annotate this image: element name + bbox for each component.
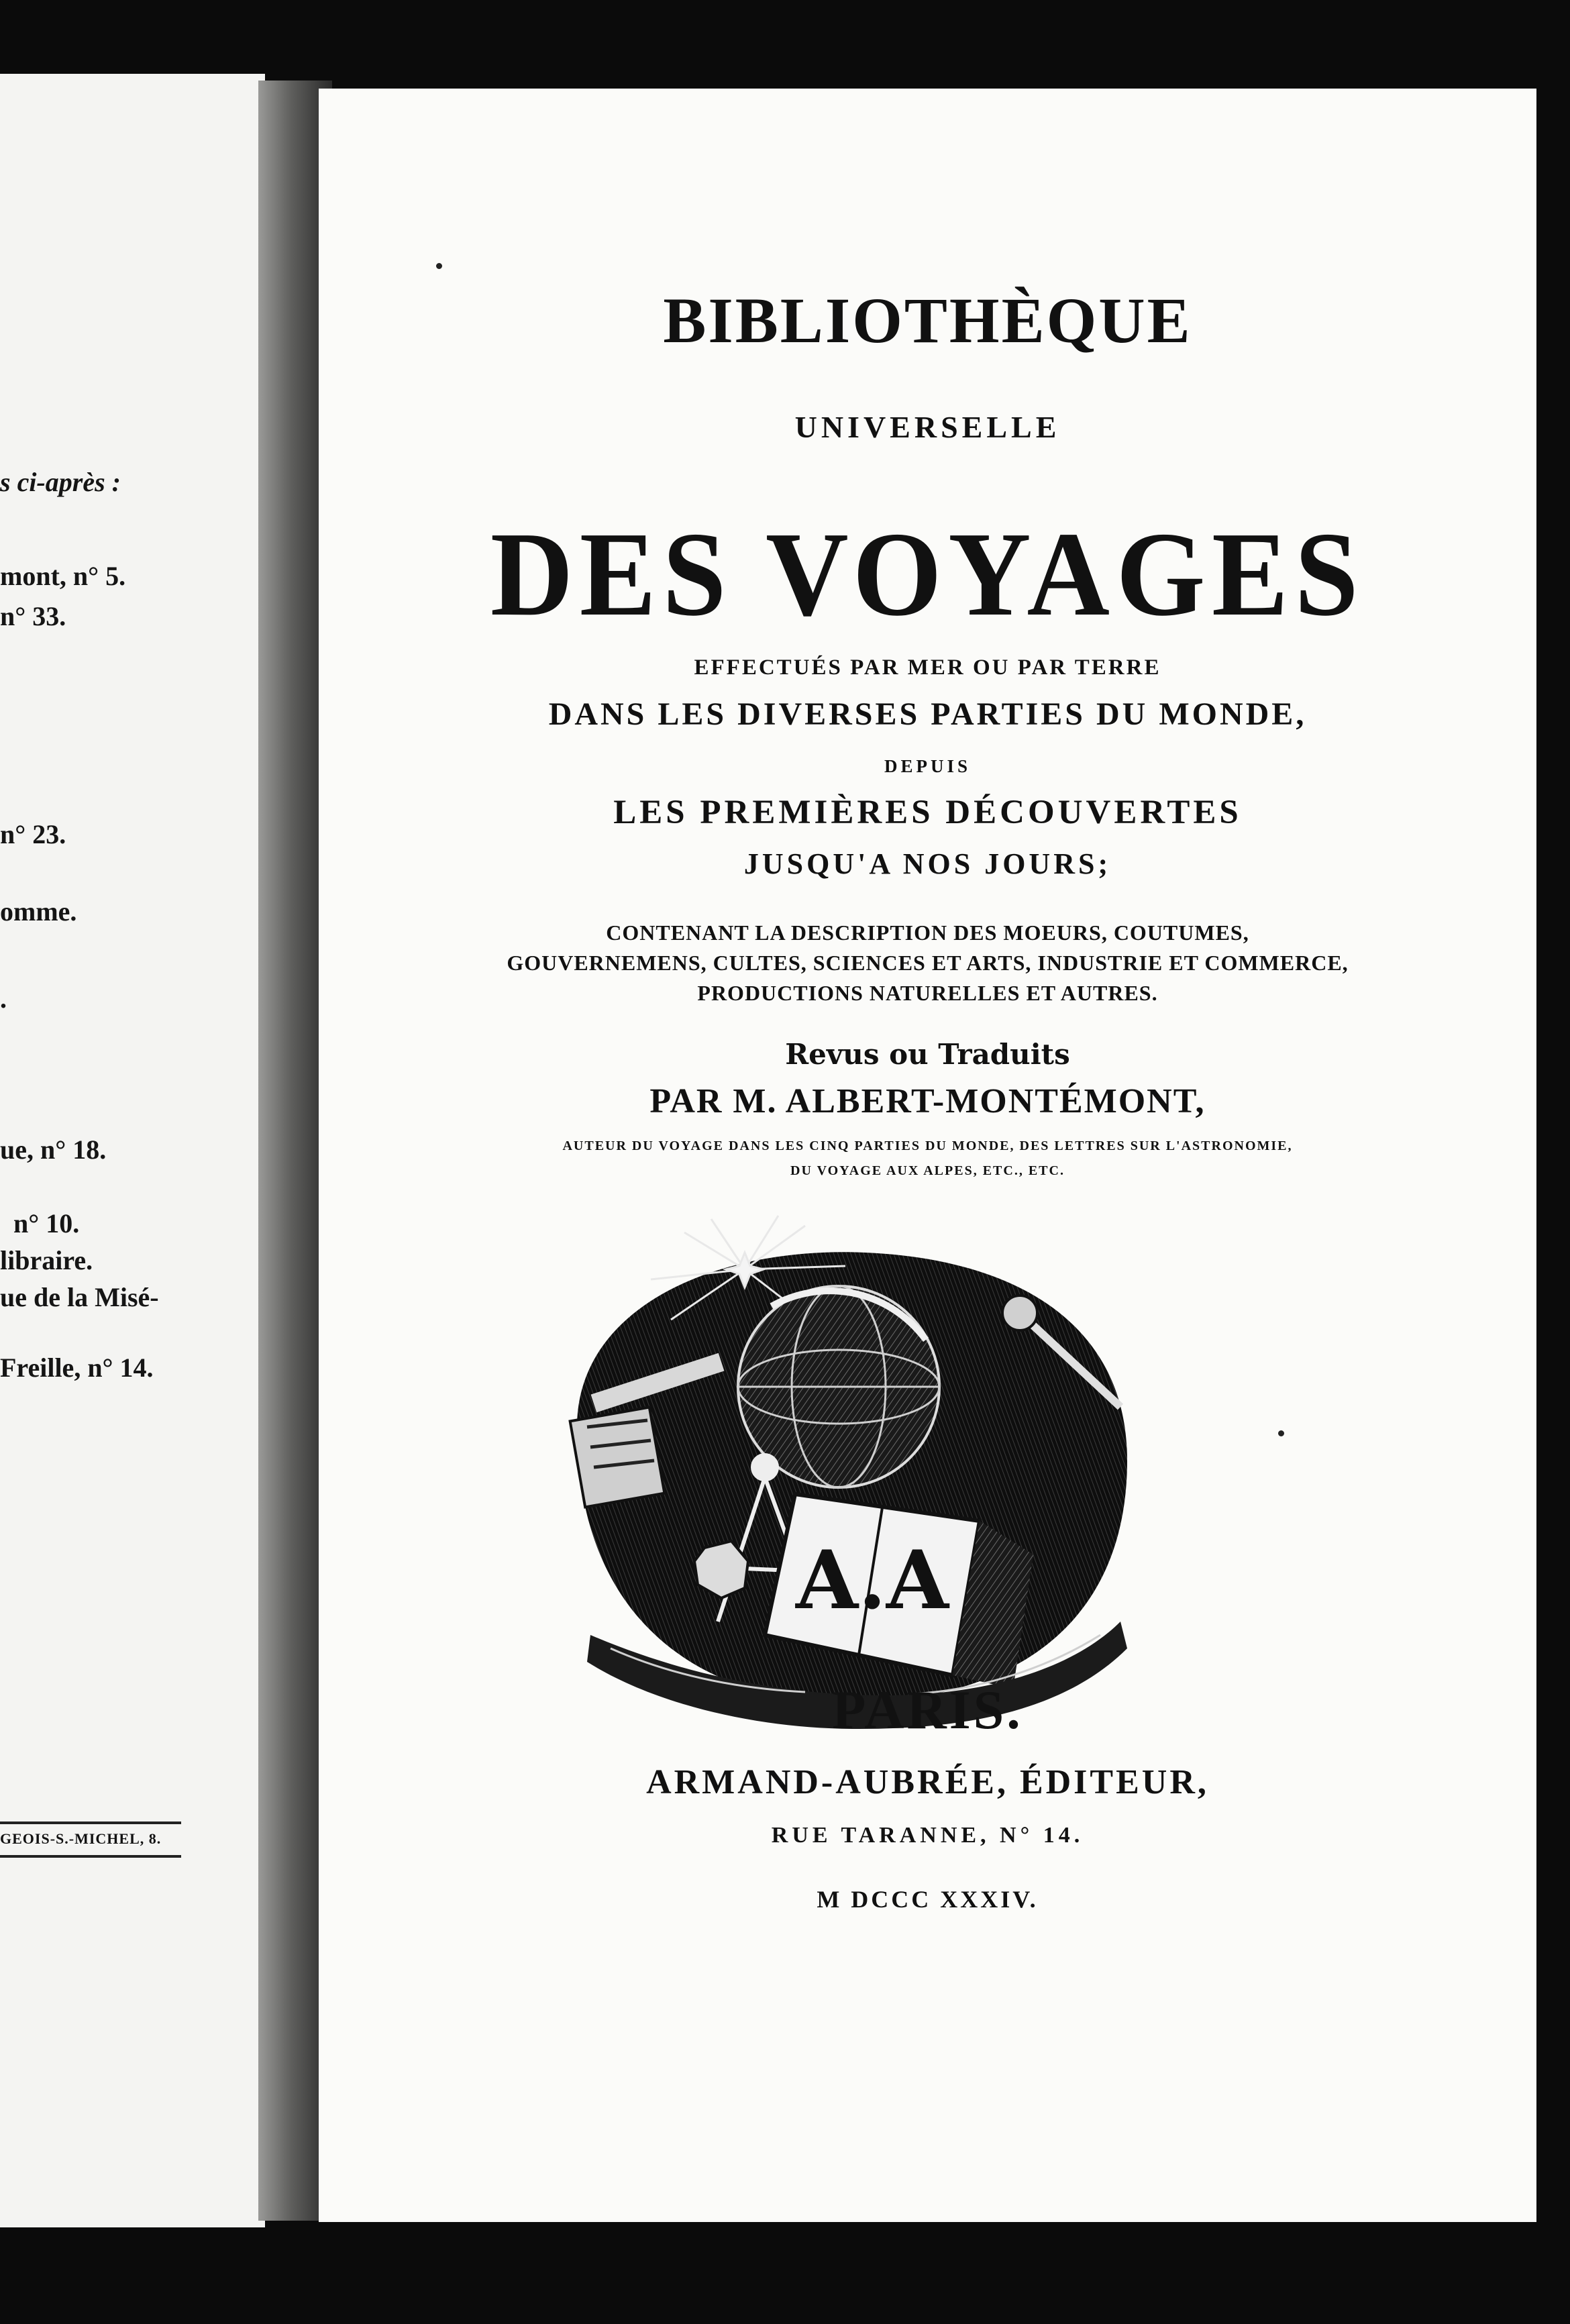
left-page-line: . xyxy=(0,984,7,1014)
left-page-line: mont, n° 5. xyxy=(0,561,126,591)
author-description: AUTEUR DU VOYAGE DANS LES CINQ PARTIES DU MONDE, DES LETTRES SUR L'ASTRONOMIE, xyxy=(562,1139,1293,1153)
contents-line: PRODUCTIONS NATURELLES ET AUTRES. xyxy=(697,981,1158,1005)
imprint-year: M DCCC XXXIV. xyxy=(817,1886,1039,1913)
author-line: PAR M. ALBERT-MONTÉMONT, xyxy=(649,1082,1206,1120)
left-page-line: ue de la Misé- xyxy=(0,1282,159,1312)
left-page-line: ue, n° 18. xyxy=(0,1134,107,1165)
left-page-line: n° 33. xyxy=(0,601,66,631)
left-page xyxy=(0,74,265,2227)
contents-line: CONTENANT LA DESCRIPTION DES MOEURS, COUTUMES, xyxy=(606,920,1249,945)
divider xyxy=(0,1855,181,1858)
ink-speck xyxy=(436,263,442,269)
subtitle-parties-du-monde: DANS LES DIVERSES PARTIES DU MONDE, xyxy=(548,696,1307,732)
vignette-letters: A.A xyxy=(796,1533,949,1628)
left-page-footer: GEOIS-S.-MICHEL, 8. xyxy=(0,1830,162,1847)
left-page-line: n° 23. xyxy=(0,819,66,849)
divider xyxy=(0,1821,181,1824)
left-page-line: Freille, n° 14. xyxy=(0,1353,154,1383)
left-page-line: n° 10. xyxy=(13,1208,80,1238)
left-page-line: s ci-après : xyxy=(0,467,121,497)
title-bibliotheque: BIBLIOTHÈQUE xyxy=(663,284,1192,356)
imprint-address: RUE TARANNE, N° 14. xyxy=(771,1823,1084,1848)
contents-line: GOUVERNEMENS, CULTES, SCIENCES ET ARTS, INDUSTRIE ET COMMERCE, xyxy=(507,951,1349,975)
engraving-vignette xyxy=(550,1206,1154,1736)
revus-ou-traduits: Revus ou Traduits xyxy=(785,1038,1070,1071)
title-des-voyages: DES VOYAGES xyxy=(490,507,1365,641)
subtitle-depuis: DEPUIS xyxy=(884,756,972,776)
left-page-line: omme. xyxy=(0,896,77,927)
imprint-publisher: ARMAND-AUBRÉE, ÉDITEUR, xyxy=(646,1763,1209,1801)
subtitle-effectues: EFFECTUÉS PAR MER OU PAR TERRE xyxy=(694,655,1161,680)
left-page-line: libraire. xyxy=(0,1245,93,1275)
title-page xyxy=(319,89,1536,2222)
imprint-place: PARIS. xyxy=(832,1679,1023,1740)
subtitle-decouvertes: LES PREMIÈRES DÉCOUVERTES xyxy=(613,794,1242,831)
author-description: DU VOYAGE AUX ALPES, ETC., ETC. xyxy=(790,1163,1065,1178)
title-universelle: UNIVERSELLE xyxy=(794,410,1061,444)
subtitle-jusqua-nos-jours: JUSQU'A NOS JOURS; xyxy=(743,847,1112,880)
ink-speck xyxy=(1278,1430,1284,1436)
